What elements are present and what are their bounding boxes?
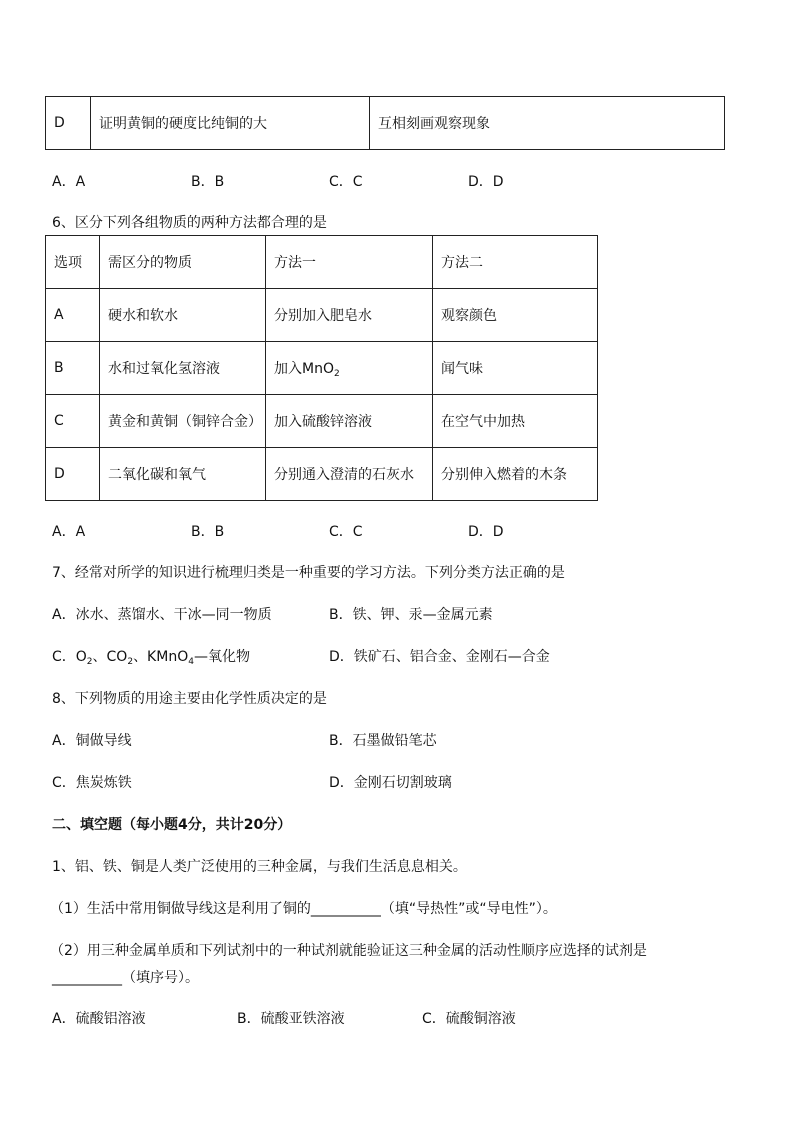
fill-q1-part2-line1: （2）用三种金属单质和下列试剂中的一种试剂就能验证这三种金属的活动性顺序应选择的试剂是 [50,943,647,959]
previous-question-table [45,96,725,150]
row-substances: 二氧化碳和氧气 [100,448,266,501]
q6-option-d: D．D [468,524,504,540]
q6-option-a: A．A [52,524,86,540]
q5-option-d: D．D [468,174,504,190]
q7-option-c-part: 、CO [92,649,128,665]
q7-option-a: A．冰水、蒸馏水、干冰—同一物质 [52,607,272,623]
row-method1: 分别加入肥皂水 [266,289,433,342]
table-cell-content: 证明黄铜的硬度比纯铜的大 [91,97,370,150]
row-label: D [46,448,100,501]
row-method1 [266,342,433,395]
q7-option-b: B．铁、钾、汞—金属元素 [329,607,493,623]
q8-option-d: D．金刚石切割玻璃 [329,775,452,791]
header-substances: 需区分的物质 [100,236,266,289]
subscript: 4 [188,657,194,667]
row-method2: 闻气味 [433,342,598,395]
fill-option-b: B．硫酸亚铁溶液 [237,1011,345,1027]
table-row [46,289,598,342]
q8-stem: 8、下列物质的用途主要由化学性质决定的是 [52,691,327,707]
row-substances: 水和过氧化氢溶液 [100,342,266,395]
row-substances: 硬水和软水 [100,289,266,342]
table-row [46,395,598,448]
section-heading: 二、填空题（每小题4分，共计20分） [52,817,292,833]
row-method1: 加入硫酸锌溶液 [266,395,433,448]
fill-option-c: C．硫酸铜溶液 [422,1011,516,1027]
q7-option-c-part: —氧化物 [193,649,250,665]
fill-q1-part1: （1）生活中常用铜做导线这是利用了铜的__________（填“导热性”或“导电性”）。 [50,901,557,917]
fill-option-a: A．硫酸铝溶液 [52,1011,146,1027]
row-label: A [46,289,100,342]
q6-stem: 6、区分下列各组物质的两种方法都合理的是 [52,215,327,231]
q6-option-c: C．C [329,524,363,540]
fill-q1-stem: 1、铝、铁、铜是人类广泛使用的三种金属，与我们生活息息相关。 [52,859,467,875]
q5-option-b: B．B [191,174,225,190]
q8-option-a: A．铜做导线 [52,733,132,749]
q6-table [45,235,598,501]
table-row [46,97,725,150]
table-row [46,448,598,501]
header-method1: 方法一 [266,236,433,289]
method1-text: 加入MnO [274,360,334,377]
row-substances: 黄金和黄铜（铜锌合金） [100,395,266,448]
q7-option-c-part: 、KMnO [133,649,189,665]
q7-stem: 7、经常对所学的知识进行梳理归类是一种重要的学习方法。下列分类方法正确的是 [52,565,565,581]
q7-option-d: D．铁矿石、铝合金、金刚石—合金 [329,649,550,665]
header-option: 选项 [46,236,100,289]
row-label: B [46,342,100,395]
row-method2: 分别伸入燃着的木条 [433,448,598,501]
subscript: 2 [333,368,340,379]
row-method1: 分别通入澄清的石灰水 [266,448,433,501]
row-label: C [46,395,100,448]
subscript: 2 [86,657,93,667]
q6-option-b: B．B [191,524,225,540]
q5-option-a: A．A [52,174,86,190]
q8-option-b: B．石墨做铅笔芯 [329,733,437,749]
q7-option-c-part: C．O [52,649,87,665]
subscript: 2 [127,657,134,667]
table-cell-method: 互相刻画观察现象 [370,97,725,150]
q5-option-c: C．C [329,174,363,190]
fill-q1-part2-line2: __________（填序号）。 [52,970,199,986]
header-method2: 方法二 [433,236,598,289]
table-cell-option: D [46,97,91,150]
q8-option-c: C．焦炭炼铁 [52,775,132,791]
row-method2: 观察颜色 [433,289,598,342]
table-header-row [46,236,598,289]
table-row [46,342,598,395]
q7-option-c [52,646,250,667]
row-method2: 在空气中加热 [433,395,598,448]
